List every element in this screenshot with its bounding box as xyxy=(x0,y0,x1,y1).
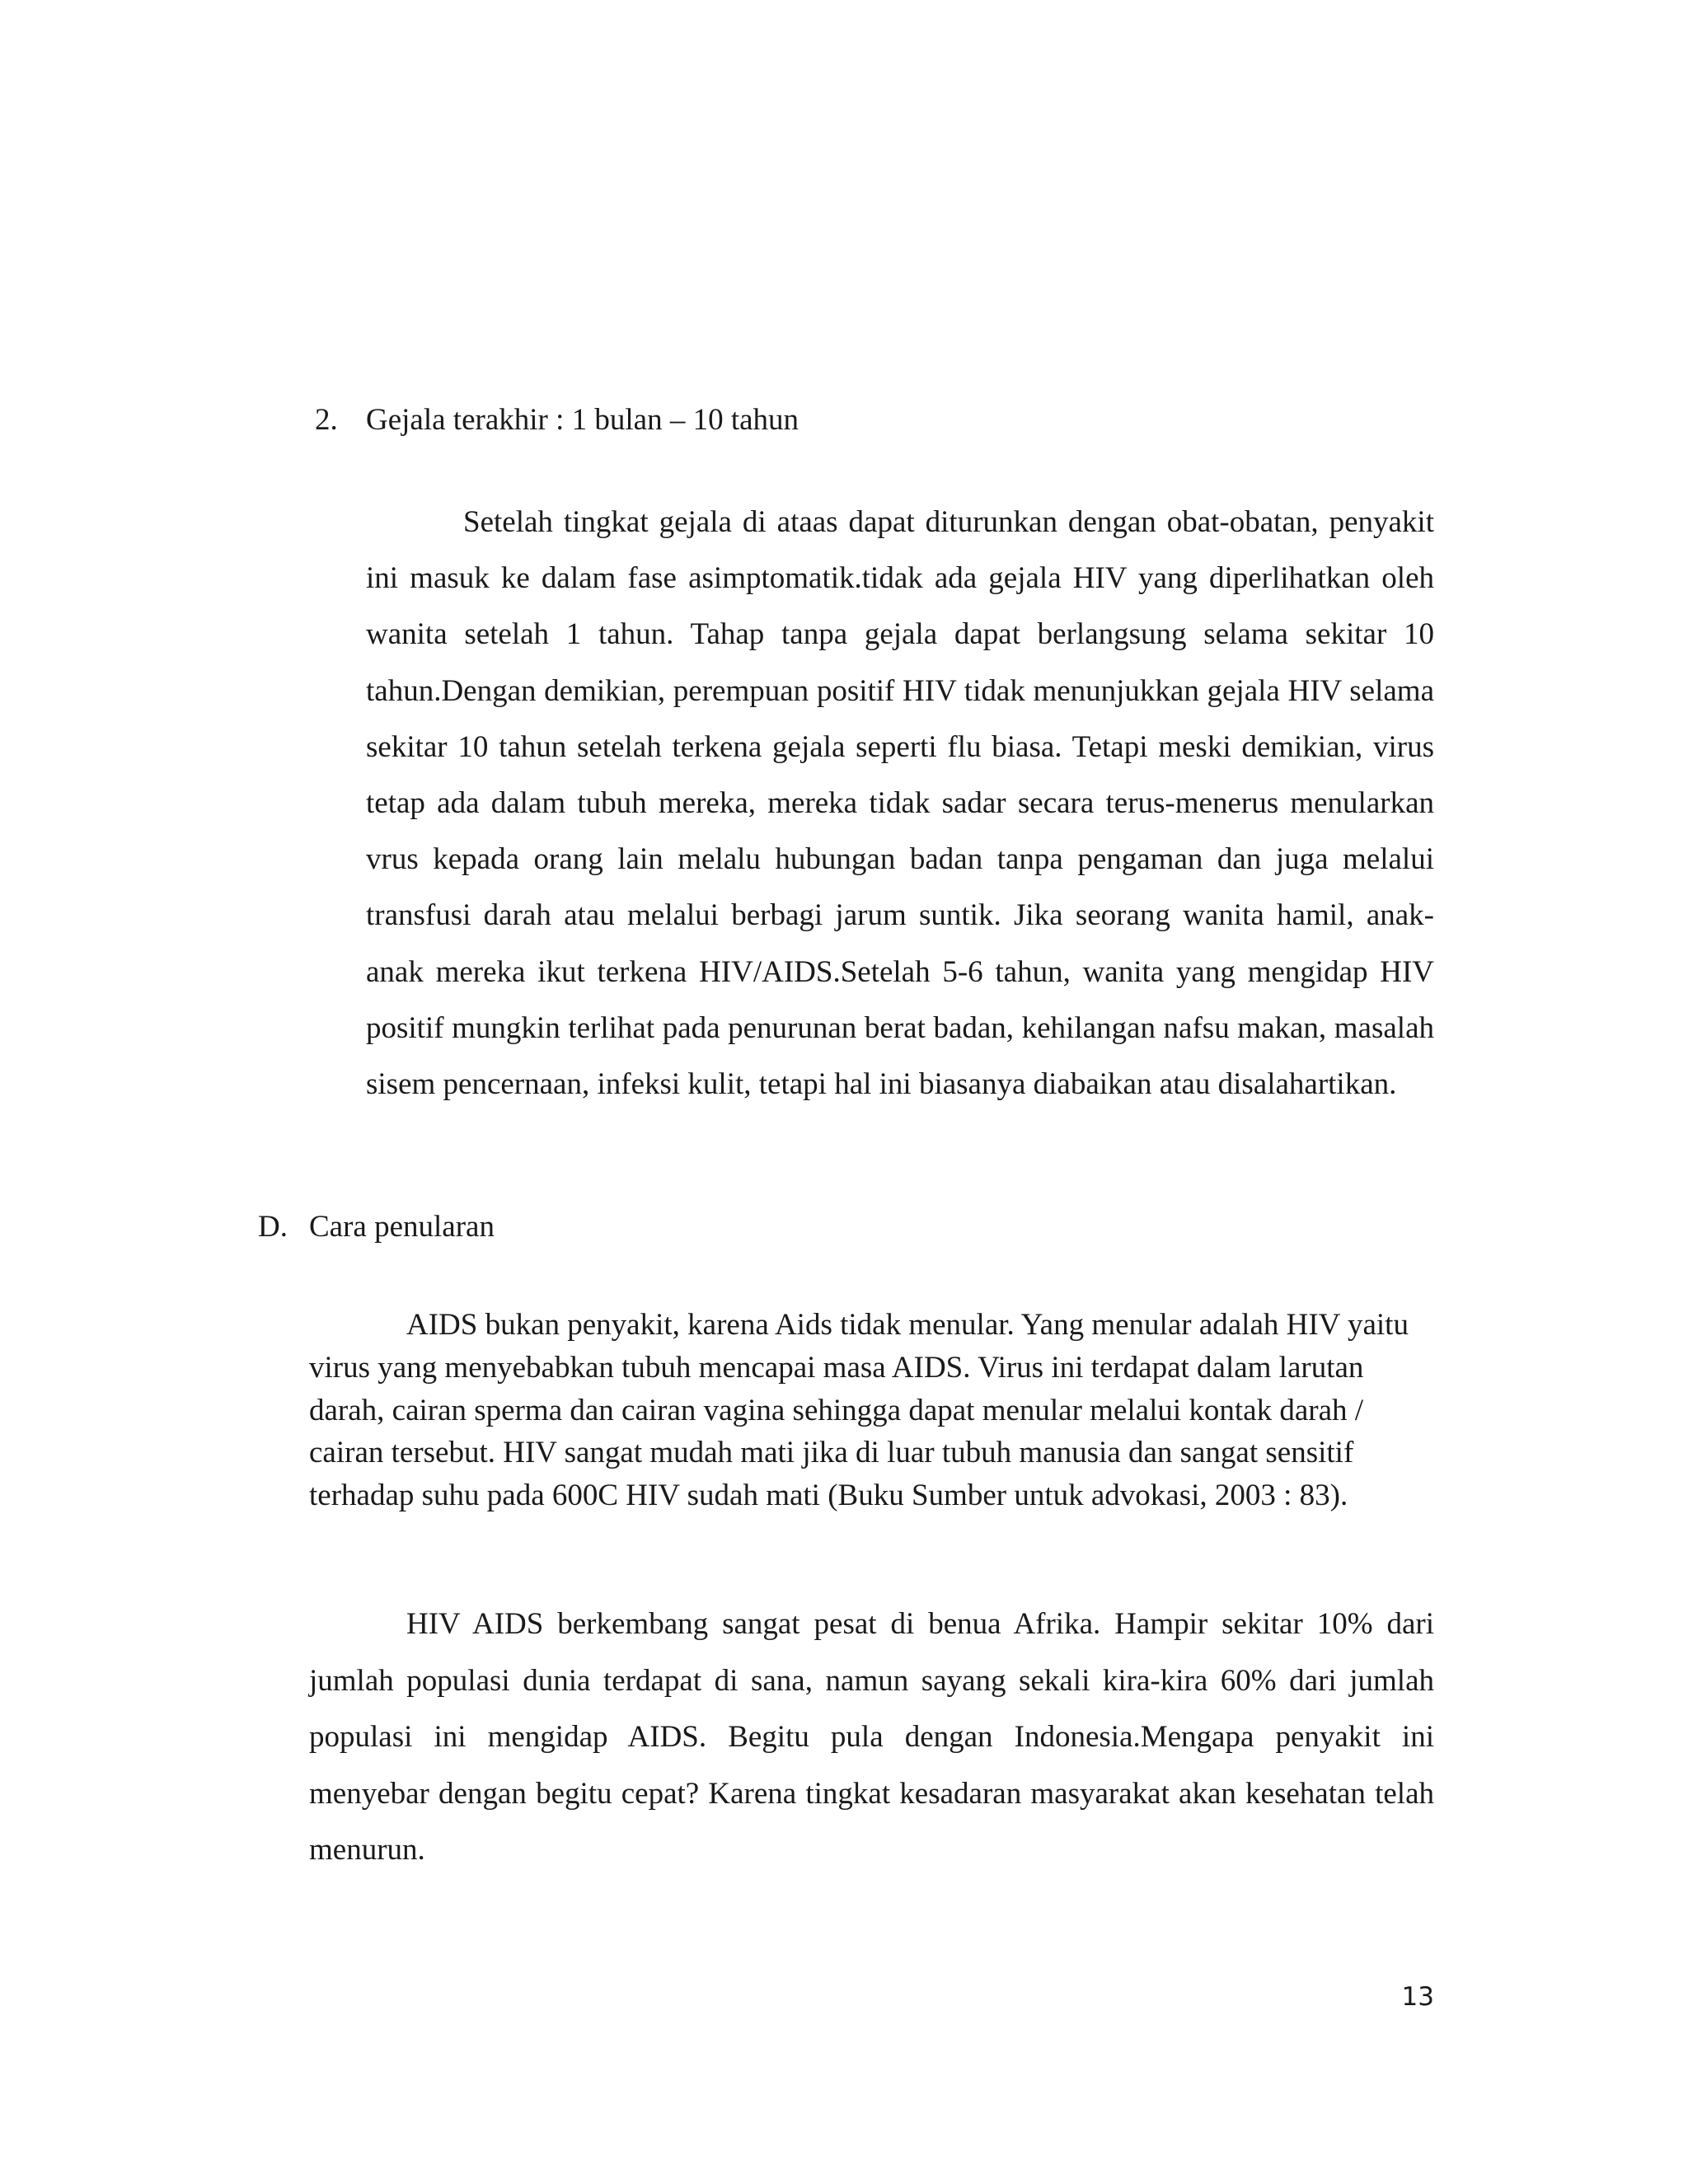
paragraph-penularan-2: HIV AIDS berkembang sangat pesat di benua Afrika. Hampir sekitar 10% dari jumlah populasi dunia terdapat di sana, namun sayang sekali kira-kira 60% dari jumlah populasi ini mengidap AIDS. Begitu pula dengan Indonesia.Mengapa penyakit ini menyebar dengan begitu cepat? Karena tingkat kesadaran masyarakat akan kesehatan telah menurun. xyxy=(309,1607,1434,1868)
page-number: 13 xyxy=(1401,1982,1434,2012)
heading-gejala-terakhir xyxy=(315,402,799,438)
heading-cara-penularan xyxy=(258,1209,495,1245)
paragraph-penularan-1: AIDS bukan penyakit, karena Aids tidak menular. Yang menular adalah HIV yaitu virus yang menyebabkan tubuh mencapai masa AIDS. Virus ini terdapat dalam larutan darah, cairan sperma dan cairan vagina sehingga dapat menular melalui kontak darah / cairan tersebut. HIV sangat mudah mati jika di luar tubuh manusia dan sangat sensitif terhadap suhu pada 600C HIV sudah mati (Buku Sumber untuk advokasi, 2003 : 83). xyxy=(309,1308,1409,1513)
heading-text: Gejala terakhir : 1 bulan – 10 tahun xyxy=(366,403,799,437)
paragraph-gejala: Setelah tingkat gejala di ataas dapat diturunkan dengan obat-obatan, penyakit ini masuk ke dalam fase asimptomatik.tidak ada gejala HIV yang diperlihatkan oleh wanita setelah 1 tahun. Tahap tanpa gejala dapat berlangsung selama sekitar 10 tahun.Dengan demikian, perempuan positif HIV tidak menunjukkan gejala HIV selama sekitar 10 tahun setelah terkena gejala seperti flu biasa. Tetapi meski demikian, virus tetap ada dalam tubuh mereka, mereka tidak sadar secara terus-menerus menularkan vrus kepada orang lain melalu hubungan badan tanpa pengaman dan juga melalui transfusi darah atau melalui berbagi jarum suntik. Jika seorang wanita hamil, anak-anak mereka ikut terkena HIV/AIDS.Setelah 5-6 tahun, wanita yang mengidap HIV positif mungkin terlihat pada penurunan berat badan, kehilangan nafsu makan, masalah sisem pencernaan, infeksi kulit, tetapi hal ini biasanya diabaikan atau disalahartikan. xyxy=(366,505,1434,1102)
list-number: 2. xyxy=(315,403,338,437)
section-letter: D. xyxy=(258,1210,288,1244)
heading-text: Cara penularan xyxy=(309,1210,495,1244)
